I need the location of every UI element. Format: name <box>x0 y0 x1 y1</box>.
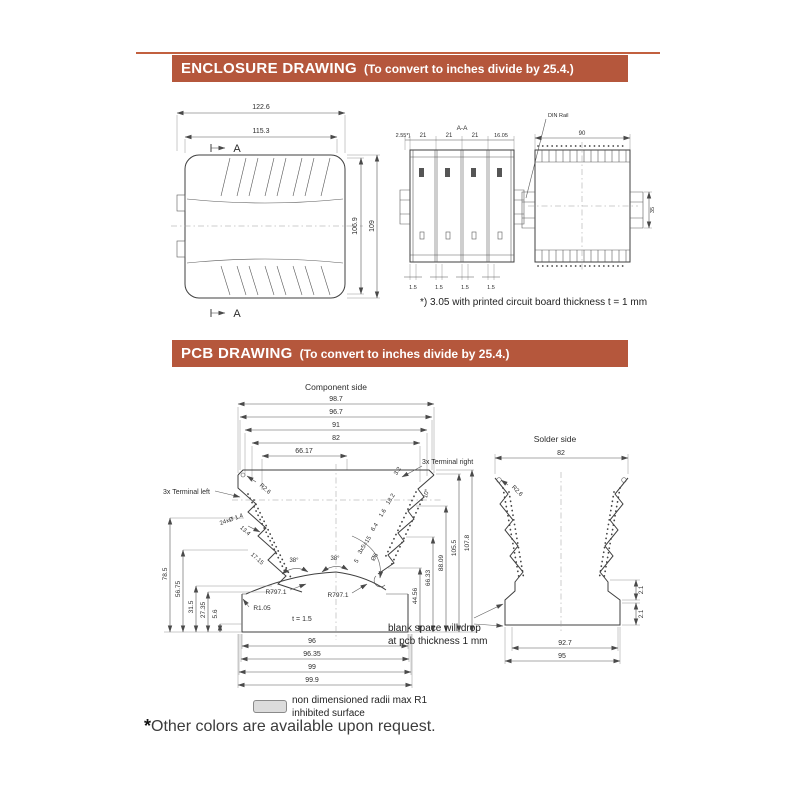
radius-label: R1.05 <box>253 605 271 612</box>
dim-module-pitch: 21 <box>445 133 453 139</box>
enclosure-section-aa-view <box>395 120 525 305</box>
legend-line2: inhibited surface <box>292 708 365 719</box>
step-dim: 18.2 <box>385 492 397 507</box>
enclosure-side-view <box>518 106 658 306</box>
dim-wall-thickness: 1.5 <box>435 285 443 291</box>
radius-label: R797.1 <box>265 589 287 596</box>
din-tab-right <box>630 192 643 228</box>
pcb-section-header <box>172 340 628 367</box>
footer-note <box>144 716 436 737</box>
dim-left: 31.5 <box>188 600 195 614</box>
dim-top: 91 <box>332 422 340 429</box>
dim-bottom: 96.35 <box>303 651 321 658</box>
dim-bottom: 99 <box>308 664 316 671</box>
din-clip-upper <box>177 195 185 211</box>
dim-rail-width: 35 <box>650 206 656 214</box>
enclosure-header-title: ENCLOSURE DRAWING <box>181 60 357 77</box>
component-side-title: Component side <box>305 382 367 392</box>
dim-wall-thickness: 1.5 <box>409 285 417 291</box>
dim-right: 66.33 <box>425 569 432 587</box>
dim-top: 98.7 <box>329 396 343 403</box>
dim-width-inner: 115.3 <box>252 128 270 135</box>
side-top-dimension <box>535 131 630 150</box>
solder-bottom-dimensions <box>505 627 620 664</box>
dim-right: 105.5 <box>451 539 458 557</box>
pcb-header-title: PCB DRAWING <box>181 345 293 362</box>
section-top-dimensions <box>396 133 514 150</box>
angle-label: 38° <box>289 558 299 564</box>
dim-wall-thickness: 1.5 <box>487 285 495 291</box>
dim-step: 2.1 <box>639 609 645 619</box>
front-height-dimensions <box>347 155 380 298</box>
solder-note-line1: blank space will drop <box>388 623 481 634</box>
dim-left: 78.5 <box>162 567 169 581</box>
step-dim: 5 <box>353 558 361 565</box>
dim-right: 107.8 <box>464 534 471 552</box>
section-view-title: A-A <box>456 125 468 132</box>
terminal-left-label: 3x Terminal left <box>163 489 210 496</box>
radius-label: R2.6 <box>510 484 524 498</box>
vent-slots-bottom <box>221 266 330 295</box>
step-dim: 3x5=15 <box>357 535 373 556</box>
radius-label: R797.1 <box>327 592 349 599</box>
enclosure-body <box>171 155 363 298</box>
solder-top-dimension <box>495 450 628 474</box>
step-dim: 17.15 <box>249 552 265 567</box>
dim-module-pitch: 21 <box>471 133 479 139</box>
dim-bottom: 92.7 <box>558 640 572 647</box>
component-left-dimensions <box>162 518 274 632</box>
front-dimensions <box>177 104 345 153</box>
holes-label: 24xØ 1.4 <box>219 513 245 528</box>
radius-label: R2.6 <box>257 482 272 496</box>
side-rail-dimension <box>644 192 656 228</box>
dim-left: 56.75 <box>175 580 182 598</box>
dim-top: 66.17 <box>295 448 313 455</box>
section-letter: A <box>233 308 241 320</box>
dim-height-outer: 109 <box>369 220 376 232</box>
dim-top: 96.7 <box>329 409 343 416</box>
dim-width-outer: 122.6 <box>252 104 270 111</box>
din-clip-lower <box>177 241 185 257</box>
section-bottom-dimensions <box>404 264 500 291</box>
dim-step: 2.1 <box>639 585 645 595</box>
footer-asterisk: * <box>144 716 152 736</box>
enclosure-front-view <box>165 95 395 335</box>
dim-bottom: 95 <box>558 653 566 660</box>
solder-note <box>388 622 498 648</box>
vent-slots-top <box>221 158 330 196</box>
dim-left: 5.6 <box>212 609 219 619</box>
enclosure-section-header <box>172 55 628 82</box>
solder-note-line2: at pcb thickness 1 mm <box>388 636 488 647</box>
dim-module-pitch: 21 <box>419 133 427 139</box>
component-annotations <box>163 459 473 623</box>
terminal-right-label: 3x Terminal right <box>422 459 474 466</box>
section-body <box>400 150 524 262</box>
din-rail-label: DIN Rail <box>548 113 569 119</box>
section-marker-bottom <box>211 308 241 320</box>
step-dim: 6.4 <box>370 522 380 533</box>
pcb-header-subtitle: (To convert to inches divide by 25.4.) <box>299 346 510 361</box>
dim-wall-thickness: 1.5 <box>461 285 469 291</box>
solder-outline <box>495 472 628 633</box>
din-tab-left <box>522 192 535 228</box>
dim-top: 82 <box>557 450 565 457</box>
step-dim: 13.4 <box>238 525 252 538</box>
component-bottom-dimensions <box>238 634 412 688</box>
dim-right: 44.56 <box>412 587 419 605</box>
dim-bottom: 99.9 <box>305 677 319 684</box>
solder-side-title: Solder side <box>533 434 577 444</box>
pcb-solder-side-view <box>450 428 660 693</box>
step-dim: 3.2 <box>393 466 403 477</box>
side-body <box>522 142 643 270</box>
inhibited-surface-swatch <box>253 700 287 713</box>
dim-top: 82 <box>332 435 340 442</box>
enclosure-header-subtitle: (To convert to inches divide by 25.4.) <box>363 61 574 76</box>
dim-bottom: 96 <box>308 638 316 645</box>
solder-right-dimensions <box>610 580 645 625</box>
diameter-label: Ø6 <box>370 552 380 563</box>
top-rule <box>136 52 660 54</box>
angle-label: 10° <box>422 488 432 499</box>
dim-wall: 2.55*) <box>395 133 411 139</box>
dim-height-inner: 106.9 <box>352 217 359 235</box>
dim-end: 16.05 <box>494 133 508 139</box>
dim-left: 27.35 <box>200 601 207 619</box>
dim-depth: 90 <box>578 131 586 137</box>
enclosure-footnote: *) 3.05 with printed circuit board thickness t = 1 mm <box>420 297 648 308</box>
legend-line1: non dimensioned radii max R1 <box>292 695 428 706</box>
angle-label: 38° <box>330 556 340 562</box>
footer-text: Other colors are available upon request. <box>151 718 436 735</box>
thickness-label: t = 1.5 <box>292 616 312 623</box>
dim-right: 88.09 <box>438 554 445 572</box>
section-letter: A <box>233 143 241 155</box>
section-marker-top <box>211 143 241 155</box>
step-dim: 1.6 <box>378 508 388 519</box>
